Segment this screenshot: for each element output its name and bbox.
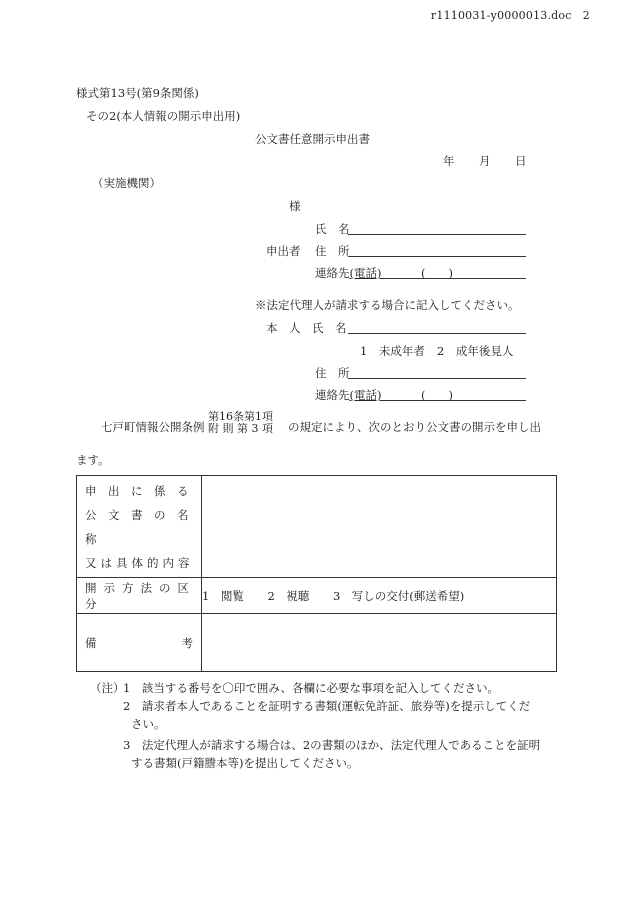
document-name-label-line3: 又は具体的内容: [85, 555, 194, 570]
body-article-top: 第16条第1項: [208, 410, 273, 423]
applicant-address-line[interactable]: [348, 256, 526, 257]
principal-address-label: 住 所: [315, 366, 350, 380]
document-name-label-cell: [77, 476, 202, 578]
remarks-label-char2: 考: [181, 635, 193, 650]
principal-address-line[interactable]: [348, 378, 526, 379]
principal-contact-line[interactable]: [381, 400, 526, 401]
form-subtitle: その2(本人情報の開示申出用): [86, 109, 241, 123]
date-day: 日: [515, 154, 527, 168]
method-option-listening[interactable]: 2 視聴: [267, 588, 310, 603]
request-form-table: [76, 475, 557, 672]
principal-option-minor[interactable]: 1 未成年者: [360, 344, 425, 358]
form-number: 様式第13号(第9条関係): [76, 86, 199, 100]
body-continuation: ます。: [76, 453, 110, 467]
document-name-input-cell[interactable]: [202, 476, 557, 578]
principal-option-guardian[interactable]: 2 成年後見人: [437, 344, 514, 358]
date-year: 年: [443, 154, 455, 168]
remarks-input-cell[interactable]: [202, 614, 557, 672]
document-name-label-line2: 公文書の名称: [85, 507, 200, 546]
notes-prefix: （注）: [90, 681, 125, 695]
remarks-label-char1: 備: [85, 635, 97, 650]
table-row-disclosure-method: [77, 578, 557, 614]
honorific-sama: 様: [289, 199, 301, 213]
applicant-contact-paren: ( ): [421, 266, 453, 280]
principal-contact-phone: (電話): [349, 388, 382, 402]
principal-name-line[interactable]: [348, 333, 526, 334]
principal-name-label: 本 人 氏 名: [266, 321, 347, 335]
proxy-notice: ※法定代理人が請求する場合に記入してください。: [255, 298, 520, 312]
applicant-label: 申出者: [266, 244, 301, 258]
note-item-3-cont: する書類(戸籍謄本等)を提出してください。: [131, 756, 359, 770]
document-filename-header: r1110031-y0000013.doc 2: [430, 9, 590, 22]
body-suffix: の規定により、次のとおり公文書の開示を申し出: [288, 420, 541, 434]
note-item-2: 2 請求者本人であることを証明する書類(運転免許証、旅券等)を提示してくだ: [123, 699, 531, 713]
disclosure-method-options-cell: [202, 578, 557, 614]
document-name-label-line1: 申出に係る: [85, 483, 200, 498]
agency-label: （実施機関）: [92, 176, 161, 190]
applicant-contact-phone: (電話): [349, 266, 382, 280]
principal-contact-paren: ( ): [421, 388, 453, 402]
applicant-contact-line[interactable]: [381, 278, 526, 279]
principal-contact-text: 連絡先: [315, 388, 350, 402]
note-item-2-cont: さい。: [131, 717, 166, 731]
body-article-bottom: 附 則 第 3 項: [208, 422, 273, 435]
remarks-label-cell: [77, 614, 202, 672]
method-option-copy[interactable]: 3 写しの交付(郵送希望): [332, 588, 465, 603]
principal-contact-label: [315, 387, 381, 403]
disclosure-method-label-cell: [77, 578, 202, 614]
applicant-name-line[interactable]: [348, 234, 526, 235]
note-item-1: 1 該当する番号を〇印で囲み、各欄に必要な事項を記入してください。: [123, 681, 500, 695]
note-item-3: 3 法定代理人が請求する場合は、2の書類のほか、法定代理人であることを証明: [123, 738, 541, 752]
applicant-contact-label: [315, 265, 381, 281]
method-option-viewing[interactable]: 1 閲覧: [202, 588, 244, 603]
table-row-remarks: [77, 614, 557, 672]
applicant-contact-text: 連絡先: [315, 266, 350, 280]
body-prefix: 七戸町情報公開条例: [101, 420, 205, 434]
date-month: 月: [479, 154, 491, 168]
body-article-stack: [208, 411, 273, 435]
applicant-name-label: 氏 名: [315, 222, 350, 236]
applicant-address-label: 住 所: [315, 244, 350, 258]
table-row-document-name: [77, 476, 557, 578]
form-title: 公文書任意開示申出書: [255, 132, 370, 146]
disclosure-method-label: 開示方法の区分: [85, 580, 196, 611]
